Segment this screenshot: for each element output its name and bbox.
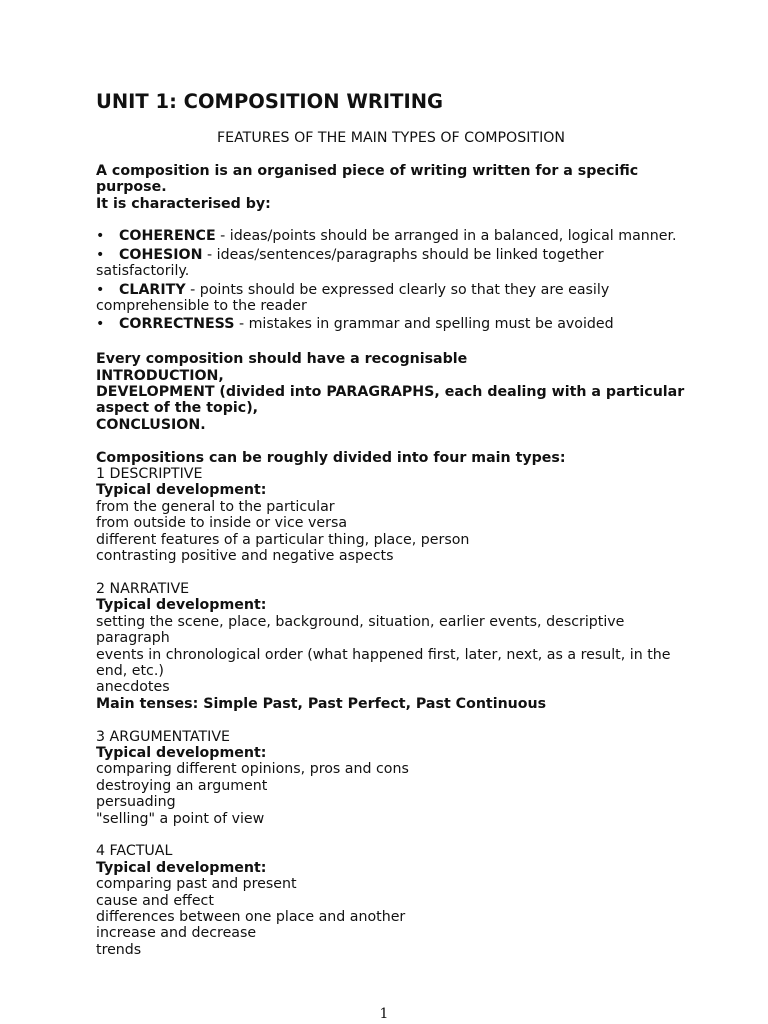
feature-term: COHESION <box>119 246 203 263</box>
bullet-icon: • <box>96 316 105 333</box>
type-section-narrative <box>96 581 696 712</box>
bullet-icon: • <box>96 281 105 298</box>
section-subtitle: FEATURES OF THE MAIN TYPES OF COMPOSITION <box>216 130 566 146</box>
intro-paragraph <box>96 163 696 212</box>
development-line: events in chronological order (what happened first, later, next, as a result, in the <box>96 646 671 663</box>
development-label: Typical development: <box>96 482 267 499</box>
development-label: Typical development: <box>96 744 267 761</box>
types-intro: Compositions can be roughly divided into four main types: <box>96 449 566 466</box>
development-line: persuading <box>96 794 176 811</box>
development-line: differences between one place and another <box>96 908 406 925</box>
development-line: paragraph <box>96 630 170 647</box>
type-section-argumentative <box>96 729 696 827</box>
structure-line: INTRODUCTION, <box>96 367 224 384</box>
feature-item-coherence <box>96 228 696 244</box>
intro-line: A composition is an organised piece of writing written for a specific <box>96 162 639 179</box>
feature-term: CLARITY <box>119 281 186 298</box>
feature-item-clarity <box>96 282 696 315</box>
development-label: Typical development: <box>96 597 267 614</box>
intro-line: It is characterised by: <box>96 195 271 212</box>
feature-text: - points should be expressed clearly so that they are easily <box>185 281 610 298</box>
development-line: setting the scene, place, background, situation, earlier events, descriptive <box>96 613 625 630</box>
feature-text-continued: satisfactorily. <box>96 263 190 280</box>
unit-title: UNIT 1: COMPOSITION WRITING <box>96 90 444 113</box>
type-section-descriptive <box>96 466 696 564</box>
structure-line: CONCLUSION. <box>96 416 206 433</box>
feature-term: CORRECTNESS <box>119 316 235 333</box>
development-line: increase and decrease <box>96 925 257 942</box>
structure-line: aspect of the topic), <box>96 400 259 417</box>
type-heading: 3 ARGUMENTATIVE <box>96 728 230 745</box>
feature-text: - ideas/points should be arranged in a balanced, logical manner. <box>215 228 677 245</box>
development-line: "selling" a point of view <box>96 810 265 827</box>
development-line: anecdotes <box>96 679 170 696</box>
feature-term: COHERENCE <box>119 228 216 245</box>
development-line: different features of a particular thing, place, person <box>96 531 470 548</box>
development-line: destroying an argument <box>96 777 268 794</box>
development-line: cause and effect <box>96 892 214 909</box>
intro-line: purpose. <box>96 179 167 196</box>
development-line: from the general to the particular <box>96 498 335 515</box>
main-tenses: Main tenses: Simple Past, Past Perfect, Past Continuous <box>96 695 547 712</box>
document-page <box>96 90 696 958</box>
feature-text-continued: comprehensible to the reader <box>96 298 307 315</box>
structure-line: Every composition should have a recognisable <box>96 351 468 368</box>
development-line: comparing past and present <box>96 876 297 893</box>
feature-text: - ideas/sentences/paragraphs should be linked together <box>202 246 604 263</box>
feature-item-cohesion <box>96 247 696 280</box>
development-line: comparing different opinions, pros and cons <box>96 761 409 778</box>
type-heading: 1 DESCRIPTIVE <box>96 466 203 483</box>
development-label: Typical development: <box>96 859 267 876</box>
type-section-factual <box>96 843 696 958</box>
bullet-icon: • <box>96 246 105 263</box>
development-line: from outside to inside or vice versa <box>96 515 348 532</box>
features-list <box>96 228 696 332</box>
development-line: contrasting positive and negative aspects <box>96 548 394 565</box>
feature-item-correctness <box>96 316 696 332</box>
page-number: 1 <box>379 1006 389 1022</box>
development-line: trends <box>96 941 142 958</box>
feature-text: - mistakes in grammar and spelling must be avoided <box>234 316 614 333</box>
structure-line: DEVELOPMENT (divided into PARAGRAPHS, each dealing with a particular <box>96 384 685 401</box>
structure-paragraph <box>96 351 696 433</box>
bullet-icon: • <box>96 228 105 245</box>
development-line: end, etc.) <box>96 662 164 679</box>
type-heading: 4 FACTUAL <box>96 843 173 860</box>
type-heading: 2 NARRATIVE <box>96 580 190 597</box>
